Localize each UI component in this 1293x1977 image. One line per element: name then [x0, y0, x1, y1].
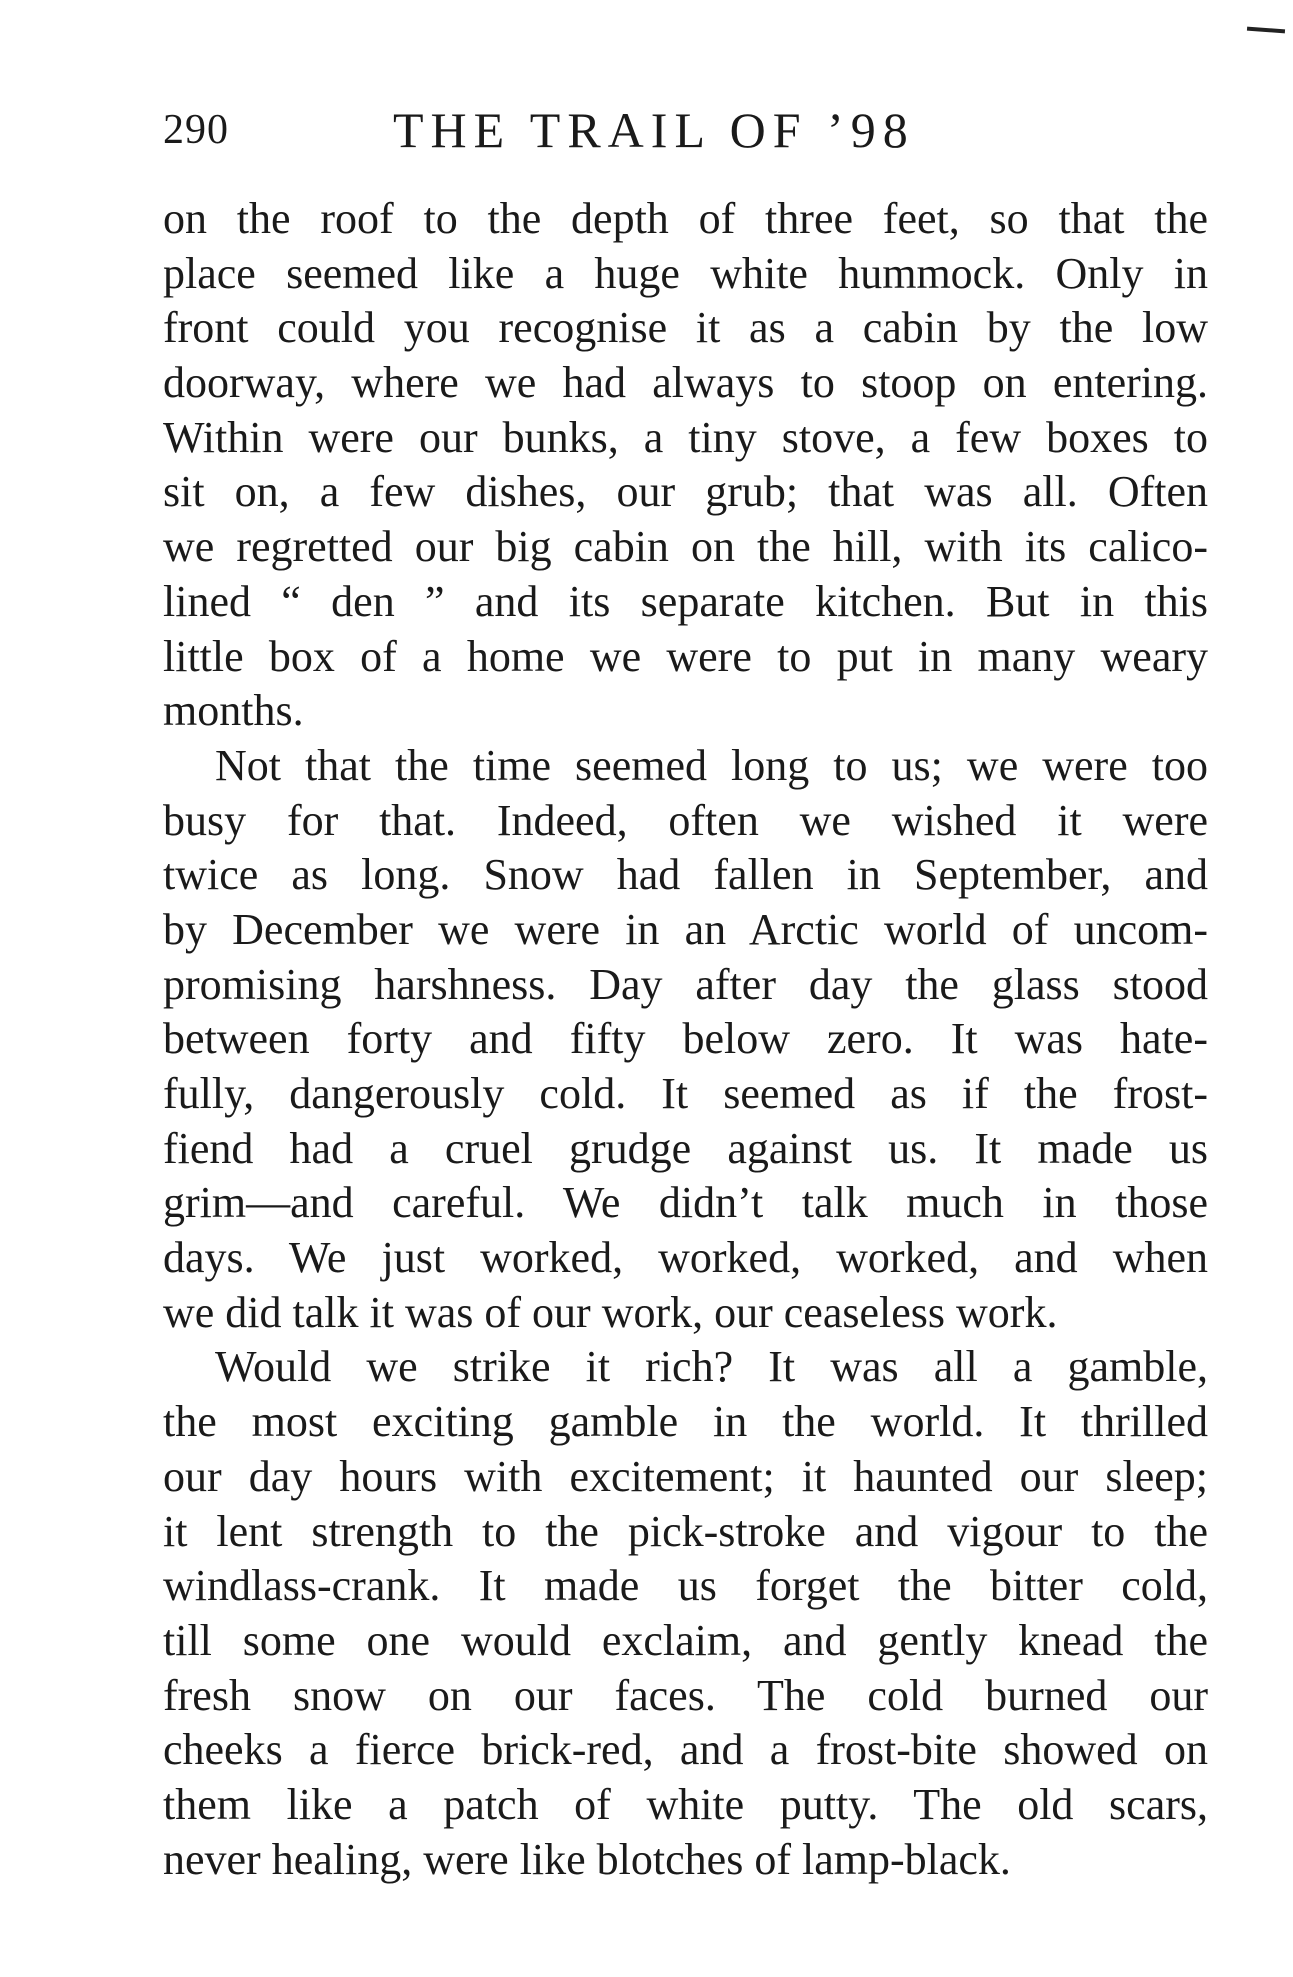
text-line: Would we strike it rich? It was all a gamble, — [215, 1342, 1208, 1392]
text-line: on the roof to the depth of three feet, so that the — [163, 194, 1208, 243]
text-line: twice as long. Snow had fallen in September, and — [163, 850, 1208, 900]
text-line: sit on, a few dishes, our grub; that was all. Often — [163, 467, 1208, 517]
text-line: busy for that. Indeed, often we wished it were — [163, 795, 1208, 845]
text-line: till some one would exclaim, and gently knead the — [163, 1615, 1208, 1665]
running-head — [163, 100, 1163, 160]
body-text — [163, 192, 1208, 1887]
text-line: fully, dangerously cold. It seemed as if the frost- — [163, 1069, 1208, 1118]
text-line: our day hours with excitement; it haunted our sleep; — [163, 1451, 1208, 1501]
book-title: THE TRAIL OF ’98 — [393, 102, 915, 158]
text-line: we did talk it was of our work, our ceaseless work. — [163, 1287, 1058, 1337]
text-line: doorway, where we had always to stoop on entering. — [163, 358, 1208, 408]
page-number: 290 — [163, 107, 229, 153]
text-line: Not that the time seemed long to us; we were too — [215, 740, 1208, 790]
text-line: them like a patch of white putty. The old scars, — [163, 1779, 1208, 1829]
text-line: months. — [163, 686, 304, 736]
text-line: the most exciting gamble in the world. It thrilled — [163, 1397, 1208, 1447]
text-line: fresh snow on our faces. The cold burned our — [163, 1670, 1208, 1720]
text-line: front could you recognise it as a cabin by the low — [163, 303, 1208, 353]
text-line: lined “ den ” and its separate kitchen. But in this — [163, 576, 1208, 626]
text-line: never healing, were like blotches of lamp-black. — [163, 1834, 1011, 1884]
text-line: between forty and fifty below zero. It was hate- — [163, 1014, 1208, 1064]
text-line: it lent strength to the pick-stroke and vigour to the — [163, 1506, 1208, 1556]
text-line: windlass-crank. It made us forget the bitter cold, — [163, 1561, 1208, 1611]
text-line: fiend had a cruel grudge against us. It made us — [163, 1123, 1208, 1173]
text-line: Within were our bunks, a tiny stove, a few boxes to — [163, 412, 1208, 462]
text-line: little box of a home we were to put in many weary — [163, 631, 1208, 681]
corner-mark — [1247, 27, 1285, 34]
text-line: place seemed like a huge white hummock. Only in — [163, 248, 1208, 298]
text-line: cheeks a fierce brick-red, and a frost-bite showed on — [163, 1725, 1208, 1775]
text-line: days. We just worked, worked, worked, and when — [163, 1233, 1208, 1283]
text-line: promising harshness. Day after day the glass stood — [163, 959, 1208, 1009]
text-line: by December we were in an Arctic world of uncom- — [163, 904, 1208, 954]
text-line: we regretted our big cabin on the hill, with its calico- — [163, 522, 1208, 572]
text-line: grim—and careful. We didn’t talk much in those — [163, 1178, 1208, 1228]
